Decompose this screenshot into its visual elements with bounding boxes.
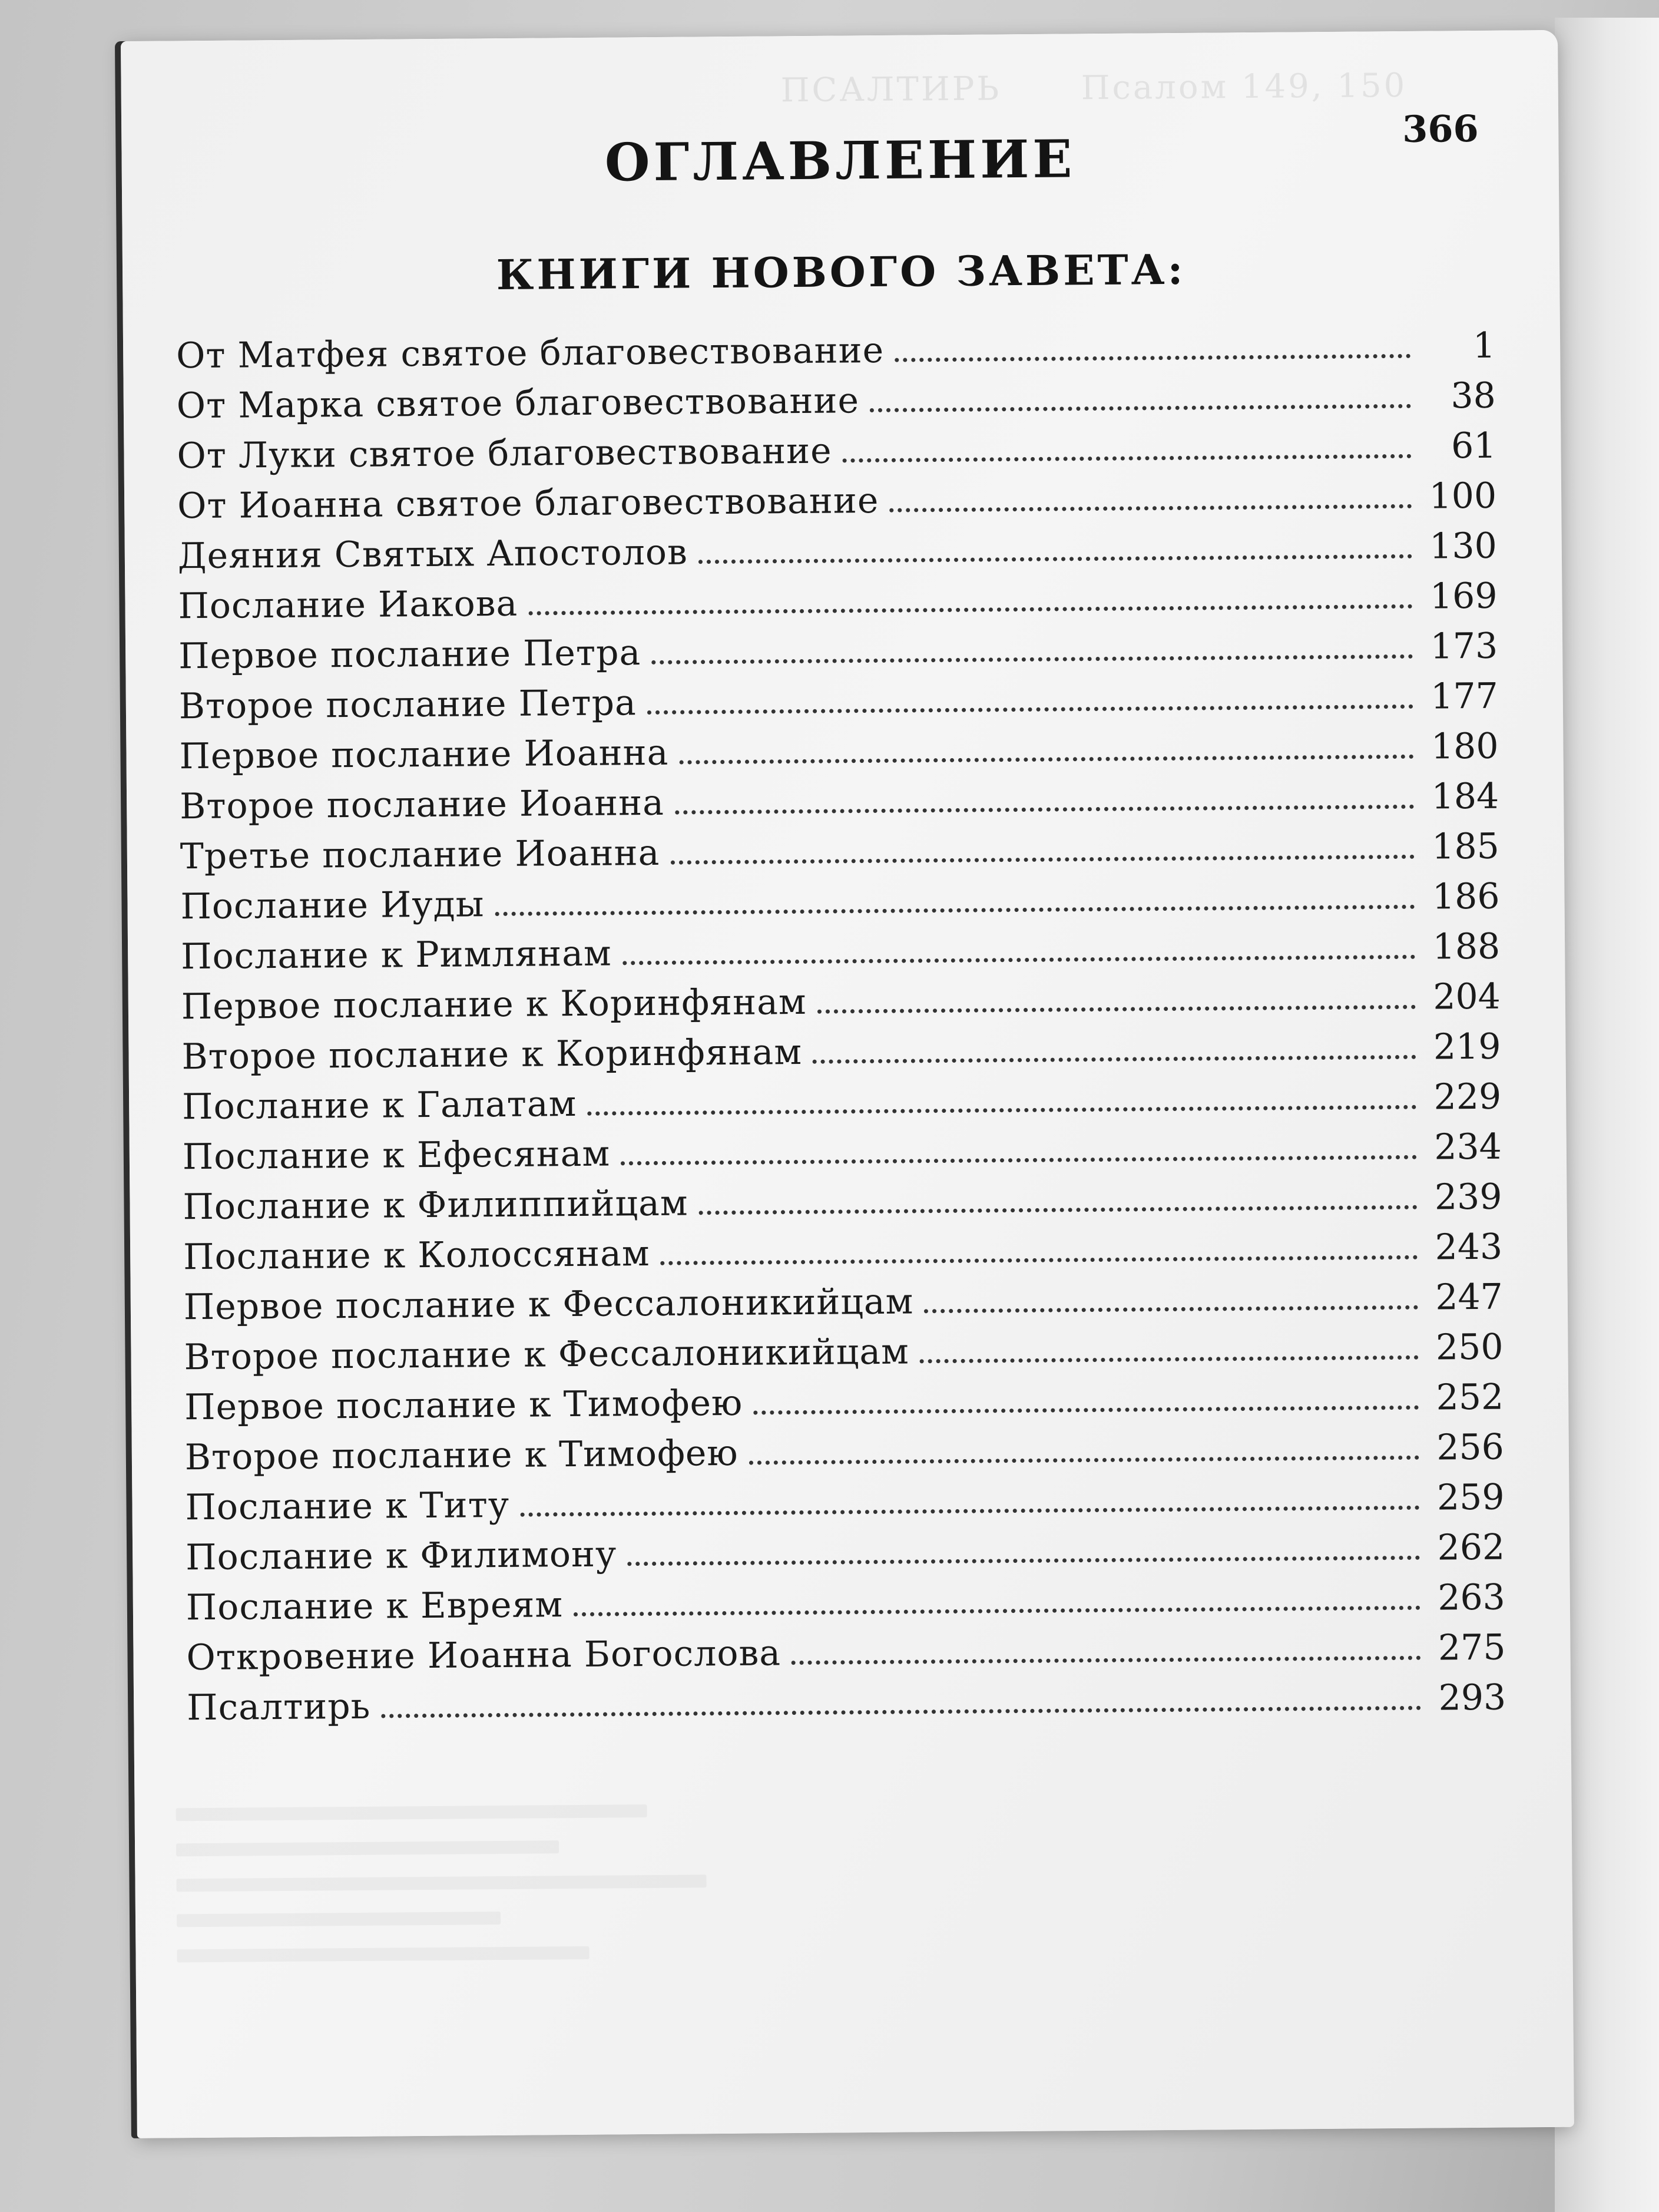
toc-dot-leader [661, 1255, 1418, 1265]
toc-entry-page: 185 [1432, 825, 1500, 868]
toc-entry-title: Послание к Галатам [181, 1083, 577, 1128]
table-of-contents [176, 325, 1506, 1738]
page-title: ОГЛАВЛЕНИЕ [604, 128, 1076, 193]
toc-entry-page: 130 [1429, 525, 1498, 567]
toc-dot-leader [817, 1005, 1416, 1014]
toc-entry-title: Второе послание Петра [178, 682, 637, 728]
toc-dot-leader [621, 1155, 1417, 1166]
toc-entry-page: 204 [1433, 976, 1501, 1018]
toc-entry-page: 234 [1434, 1126, 1502, 1168]
toc-entry-title: Послание Иуды [180, 884, 485, 928]
toc-dot-leader [670, 855, 1415, 865]
book-page [121, 30, 1574, 2138]
toc-dot-leader [587, 1105, 1416, 1116]
toc-dot-leader [495, 905, 1415, 916]
toc-dot-leader [651, 654, 1413, 664]
toc-entry-page: 173 [1430, 625, 1498, 667]
toc-entry-page: 263 [1438, 1576, 1506, 1619]
bleed-through-running-title: ПСАЛТИРЬ [780, 70, 1002, 110]
toc-entry-page: 256 [1436, 1426, 1505, 1469]
toc-entry-page: 229 [1433, 1076, 1502, 1118]
toc-entry [187, 1677, 1506, 1738]
toc-dot-leader [520, 1506, 1419, 1517]
toc-dot-leader [647, 705, 1413, 715]
toc-entry-page: 180 [1430, 725, 1499, 768]
toc-entry-page: 188 [1432, 925, 1501, 968]
toc-entry-title: Откровение Иоанна Богослова [186, 1632, 782, 1679]
toc-entry-title: От Матфея святое благовествование [175, 329, 885, 377]
toc-entry-page: 186 [1432, 875, 1500, 918]
toc-dot-leader [890, 504, 1412, 513]
toc-dot-leader [753, 1406, 1419, 1415]
toc-entry-title: Первое послание Петра [178, 632, 641, 677]
toc-entry-page: 252 [1436, 1376, 1504, 1419]
toc-entry-page: 169 [1429, 575, 1498, 617]
bleed-through-header [162, 66, 1458, 111]
toc-entry-page: 100 [1429, 475, 1497, 517]
page-number: 366 [1402, 107, 1479, 151]
toc-entry-title: Послание к Филиппийцам [183, 1182, 688, 1228]
toc-entry-title: Послание Иакова [178, 583, 518, 627]
toc-dot-leader [699, 1205, 1418, 1215]
toc-entry-page: 259 [1436, 1476, 1505, 1519]
toc-entry-title: От Иоанна святое благовествование [177, 480, 879, 527]
toc-dot-leader [528, 604, 1412, 616]
toc-dot-leader [698, 554, 1412, 564]
toc-entry-page: 38 [1451, 375, 1496, 417]
toc-entry-title: Второе послание Иоанна [179, 782, 665, 828]
toc-dot-leader [574, 1606, 1420, 1616]
toc-entry-title: Второе послание к Фессалоникийцам [184, 1331, 910, 1378]
toc-dot-leader [679, 755, 1413, 765]
toc-entry-page: 219 [1433, 1026, 1501, 1068]
toc-dot-leader [895, 354, 1410, 362]
toc-entry-page: 243 [1435, 1226, 1503, 1268]
toc-entry-page: 1 [1472, 325, 1496, 366]
toc-entry-title: Третье послание Иоанна [180, 832, 660, 878]
toc-entry-page: 262 [1437, 1526, 1505, 1569]
toc-entry-title: Послание к Титу [185, 1484, 510, 1529]
toc-dot-leader [675, 805, 1414, 815]
bleed-through-text [176, 1804, 767, 2044]
toc-entry-page: 275 [1438, 1626, 1506, 1669]
toc-entry-title: Первое послание к Фессалоникийцам [183, 1281, 914, 1328]
toc-dot-leader [622, 955, 1416, 966]
toc-entry-title: Второе послание к Коринфянам [181, 1031, 803, 1078]
toc-entry-title: Послание к Ефесянам [182, 1133, 611, 1178]
toc-entry-page: 250 [1435, 1326, 1504, 1368]
toc-entry-title: От Марка святое благовествование [176, 380, 860, 427]
toc-entry-page: 239 [1434, 1176, 1502, 1218]
toc-dot-leader [870, 404, 1411, 412]
toc-entry-title: От Луки святое благовествование [177, 430, 832, 477]
toc-entry-page: 61 [1451, 425, 1496, 467]
bleed-through-section: Псалом 149, 150 [1081, 66, 1408, 108]
toc-entry-title: Послание к Колоссянам [183, 1233, 650, 1278]
toc-entry-title: Первое послание к Коринфянам [181, 981, 807, 1028]
toc-entry-page: 247 [1435, 1276, 1504, 1318]
toc-entry-title: Послание к Римлянам [180, 933, 612, 978]
toc-dot-leader [843, 454, 1412, 463]
toc-dot-leader [749, 1456, 1419, 1465]
toc-entry-title: Послание к Евреям [186, 1584, 564, 1629]
toc-dot-leader [792, 1656, 1421, 1665]
toc-entry-page: 177 [1430, 675, 1499, 718]
toc-dot-leader [924, 1305, 1418, 1314]
toc-entry-title: Второе послание к Тимофею [184, 1432, 739, 1479]
toc-dot-leader [627, 1556, 1420, 1566]
section-heading: КНИГИ НОВОГО ЗАВЕТА: [496, 244, 1186, 300]
toc-entry-title: Первое послание Иоанна [179, 732, 669, 778]
toc-dot-leader [920, 1355, 1419, 1364]
toc-dot-leader [381, 1706, 1421, 1718]
toc-entry-title: Первое послание к Тимофею [184, 1382, 743, 1429]
toc-dot-leader [813, 1055, 1416, 1064]
toc-entry-page: 184 [1431, 775, 1499, 818]
toc-entry-page: 293 [1438, 1677, 1506, 1719]
toc-entry-title: Послание к Филимону [185, 1533, 617, 1579]
toc-entry-title: Деяния Святых Апостолов [177, 531, 688, 577]
toc-entry-title: Псалтирь [186, 1685, 371, 1729]
